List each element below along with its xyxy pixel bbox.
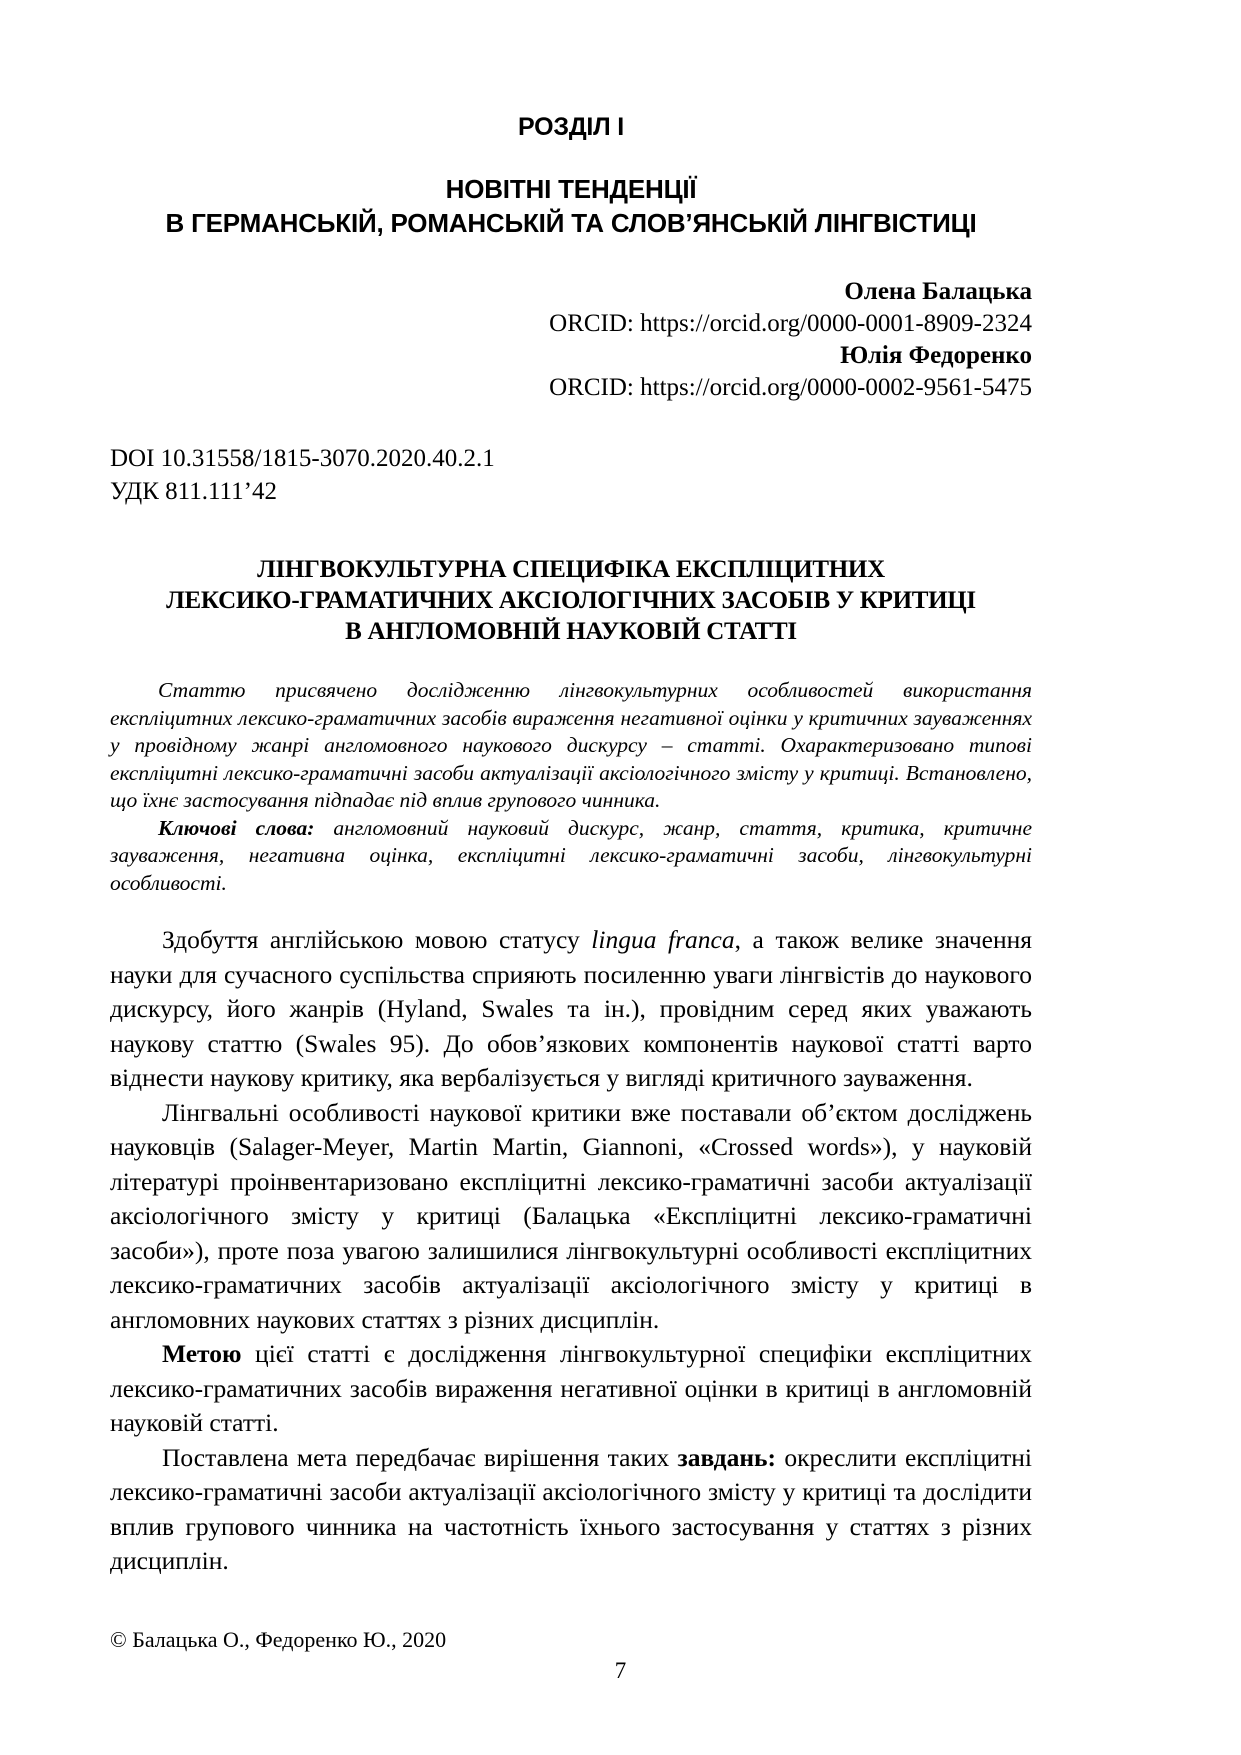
abstract-block (110, 677, 1032, 897)
para-3-bold-lead: Метою (162, 1339, 242, 1368)
article-title (110, 554, 1032, 647)
body-paragraph-4 (110, 1441, 1032, 1579)
article-title-line-3: В АНГЛОМОВНІЙ НАУКОВІЙ СТАТТІ (345, 618, 797, 645)
para-3-rest: цієї статті є дослідження лінгвокультурної специфіки експліцитних лексико-граматичних засобів вираження негативної оцінки в критиці в англомовній науковій статті. (110, 1339, 1032, 1437)
author-orcid-link[interactable]: ORCID: https://orcid.org/0000-0001-8909-2324 (549, 310, 1032, 337)
copyright-notice: © Балацька О., Федоренко Ю., 2020 (110, 1627, 447, 1652)
article-title-line-2: ЛЕКСИКО-ГРАМАТИЧНИХ АКСІОЛОГІЧНИХ ЗАСОБІВ У КРИТИЦІ (166, 587, 976, 614)
udk-code: УДК 811.111’42 (110, 478, 277, 505)
identifier-block (110, 442, 1032, 508)
para-1-part-b: , а також велике значення науки для сучасного суспільства сприяють посиленню уваги лінгвістів до наукового дискурсу, його жанрів (Hyland, Swales та ін.), провідним серед яких уважають наукову статтю (Swales 95). До обов’язкових компонентів наукової статті варто віднести наукову критику, яка вербалізується у вигляді критичного зауваження. (110, 925, 1033, 1092)
author-name: Юлія Федоренко (840, 342, 1032, 369)
abstract-text: Статтю присвячено дослідженню лінгвокультурних особливостей використання експліцитних лексико-граматичних засобів вираження негативної оцінки у критичних зауваженнях у провідному жанрі англомовного наукового дискурсу – статті. Охарактеризовано типові експліцитні лексико-граматичні засоби актуалізації аксіологічного змісту у критиці. Встановлено, що їхнє застосування підпадає під вплив групового чинника. (110, 678, 1032, 812)
author-name: Олена Балацька (844, 278, 1032, 305)
body-paragraph-1 (110, 923, 1032, 1096)
author-block (110, 276, 1032, 404)
keywords-line (110, 815, 1032, 898)
page-number: 7 (614, 1658, 627, 1683)
para-4-part-a: Поставлена мета передбачає вирішення таких (162, 1442, 678, 1472)
body-paragraph-3 (110, 1337, 1032, 1441)
section-roman-label: РОЗДІЛ І (517, 113, 625, 141)
doi-code[interactable]: DOI 10.31558/1815-3070.2020.40.2.1 (110, 445, 495, 472)
page-content (110, 112, 1032, 1579)
para-4-bold-term: завдань: (677, 1442, 776, 1472)
section-header-block (110, 112, 1032, 240)
section-title-line-1: НОВІТНІ ТЕНДЕНЦІЇ (445, 174, 697, 204)
keywords-label: Ключові слова: (158, 815, 315, 840)
keywords-text: англомовний науковий дискурс, жанр, стаття, критика, критичне зауваження, негативна оцінка, експліцитні лексико-граматичні засоби, лінгвокультурні особливості. (110, 815, 1032, 895)
body-paragraph-2: Лінгвальні особливості наукової критики вже поставали об’єктом досліджень науковців (Salager-Meyer, Martin Martin, Giannoni, «Crossed words»), у науковій літературі проінвентаризовано експліцитні лексико-граматичні засоби актуалізації аксіологічного змісту у критиці (Балацька «Експліцитні лексико-граматичні засоби»), проте поза увагою залишилися лінгвокультурні особливості експліцитних лексико-граматичних засобів актуалізації аксіологічного змісту у критиці в англомовних наукових статтях з різних дисциплін. (110, 1097, 1032, 1334)
article-title-line-1: ЛІНГВОКУЛЬТУРНА СПЕЦИФІКА ЕКСПЛІЦИТНИХ (257, 556, 885, 583)
author-orcid-link[interactable]: ORCID: https://orcid.org/0000-0002-9561-5475 (549, 374, 1032, 401)
para-4-part-b: окреслити експліцитні лексико-граматичні засоби актуалізації аксіологічного змісту у критиці та дослідити вплив групового чинника на частотність їхнього застосування у статтях з різних дисциплін. (110, 1442, 1032, 1575)
section-title-line-2: В ГЕРМАНСЬКІЙ, РОМАНСЬКІЙ ТА СЛОВ’ЯНСЬКІЙ ЛІНГВІСТИЦІ (165, 208, 977, 238)
body-text-block (110, 923, 1032, 1579)
para-1-italic-term: lingua franca (591, 925, 735, 954)
para-1-part-a: Здобуття англійською мовою статусу (162, 925, 592, 954)
